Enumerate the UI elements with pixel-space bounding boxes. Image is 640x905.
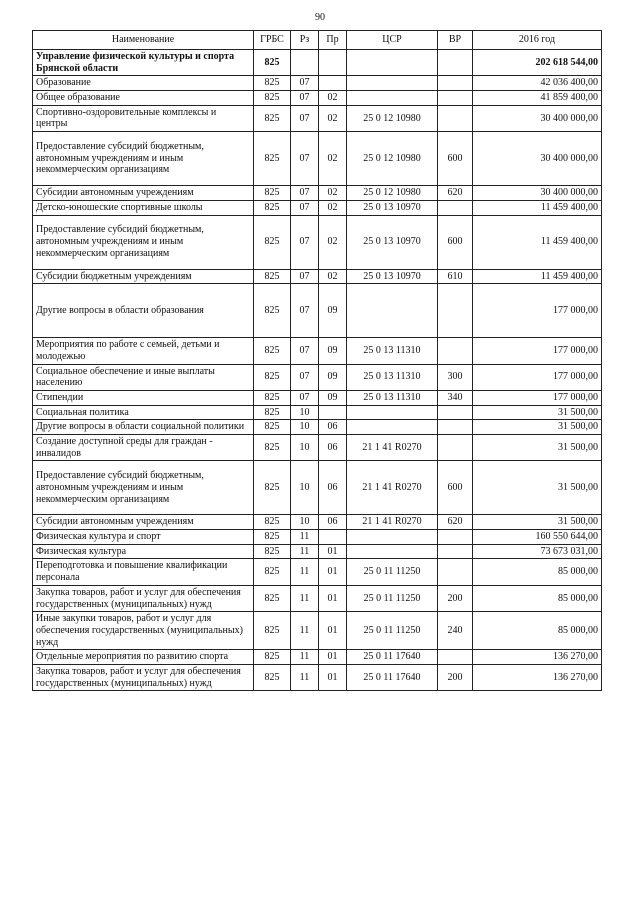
cell-pr: 02 <box>319 186 347 201</box>
cell-grbs: 825 <box>254 585 291 611</box>
cell-amount: 11 459 400,00 <box>473 215 602 269</box>
cell-pr: 01 <box>319 585 347 611</box>
cell-pr: 01 <box>319 544 347 559</box>
cell-vr: 620 <box>438 186 473 201</box>
table-row <box>33 559 602 585</box>
cell-amount: 136 270,00 <box>473 650 602 665</box>
table-row <box>33 338 602 364</box>
cell-vr <box>438 544 473 559</box>
cell-grbs: 825 <box>254 76 291 91</box>
cell-amount: 11 459 400,00 <box>473 269 602 284</box>
cell-grbs: 825 <box>254 612 291 650</box>
cell-pr: 09 <box>319 284 347 338</box>
cell-vr: 600 <box>438 461 473 515</box>
cell-csr <box>347 544 438 559</box>
cell-vr: 300 <box>438 364 473 390</box>
cell-rz: 07 <box>291 200 319 215</box>
cell-name: Субсидии автономным учреждениям <box>33 515 254 530</box>
cell-pr <box>319 76 347 91</box>
cell-name: Стипендии <box>33 390 254 405</box>
cell-rz: 11 <box>291 585 319 611</box>
cell-pr: 01 <box>319 559 347 585</box>
cell-csr: 25 0 12 10980 <box>347 186 438 201</box>
cell-csr <box>347 50 438 76</box>
cell-pr: 01 <box>319 664 347 690</box>
header-year: 2016 год <box>473 31 602 50</box>
cell-grbs: 825 <box>254 461 291 515</box>
cell-name: Управление физической культуры и спорта Брянской области <box>33 50 254 76</box>
table-row <box>33 664 602 690</box>
cell-grbs: 825 <box>254 364 291 390</box>
table-row <box>33 612 602 650</box>
table-row <box>33 105 602 131</box>
cell-grbs: 825 <box>254 50 291 76</box>
cell-csr: 25 0 11 11250 <box>347 585 438 611</box>
cell-name: Предоставление субсидий бюджетным, автономным учреждениям и иным некоммерческим организациям <box>33 461 254 515</box>
header-rz: Рз <box>291 31 319 50</box>
cell-rz: 07 <box>291 76 319 91</box>
cell-csr: 25 0 12 10980 <box>347 105 438 131</box>
cell-name: Создание доступной среды для граждан - инвалидов <box>33 435 254 461</box>
cell-grbs: 825 <box>254 405 291 420</box>
cell-vr: 620 <box>438 515 473 530</box>
cell-name: Физическая культура <box>33 544 254 559</box>
cell-csr: 25 0 11 17640 <box>347 664 438 690</box>
cell-pr: 06 <box>319 435 347 461</box>
cell-name: Закупка товаров, работ и услуг для обеспечения государственных (муниципальных) нужд <box>33 664 254 690</box>
table-row <box>33 76 602 91</box>
cell-name: Переподготовка и повышение квалификации персонала <box>33 559 254 585</box>
cell-csr: 21 1 41 R0270 <box>347 435 438 461</box>
cell-amount: 73 673 031,00 <box>473 544 602 559</box>
cell-name: Образование <box>33 76 254 91</box>
cell-pr: 02 <box>319 269 347 284</box>
header-pr: Пр <box>319 31 347 50</box>
cell-grbs: 825 <box>254 186 291 201</box>
table-row <box>33 132 602 186</box>
header-csr: ЦСР <box>347 31 438 50</box>
header-name: Наименование <box>33 31 254 50</box>
cell-grbs: 825 <box>254 105 291 131</box>
cell-amount: 30 400 000,00 <box>473 132 602 186</box>
cell-grbs: 825 <box>254 650 291 665</box>
cell-name: Физическая культура и спорт <box>33 530 254 545</box>
cell-rz <box>291 50 319 76</box>
cell-csr: 21 1 41 R0270 <box>347 515 438 530</box>
cell-name: Субсидии бюджетным учреждениям <box>33 269 254 284</box>
cell-csr: 25 0 11 11250 <box>347 559 438 585</box>
cell-rz: 07 <box>291 390 319 405</box>
cell-csr <box>347 76 438 91</box>
cell-csr <box>347 405 438 420</box>
cell-name: Мероприятия по работе с семьей, детьми и молодежью <box>33 338 254 364</box>
cell-amount: 30 400 000,00 <box>473 105 602 131</box>
cell-pr: 02 <box>319 132 347 186</box>
cell-pr: 01 <box>319 612 347 650</box>
table-row <box>33 515 602 530</box>
cell-vr <box>438 200 473 215</box>
cell-rz: 10 <box>291 405 319 420</box>
cell-pr <box>319 405 347 420</box>
cell-amount: 11 459 400,00 <box>473 200 602 215</box>
cell-amount: 31 500,00 <box>473 405 602 420</box>
cell-amount: 42 036 400,00 <box>473 76 602 91</box>
cell-name: Субсидии автономным учреждениям <box>33 186 254 201</box>
cell-grbs: 825 <box>254 544 291 559</box>
cell-pr: 02 <box>319 91 347 106</box>
cell-vr <box>438 338 473 364</box>
cell-grbs: 825 <box>254 390 291 405</box>
cell-vr: 600 <box>438 132 473 186</box>
cell-name: Социальное обеспечение и иные выплаты населению <box>33 364 254 390</box>
cell-pr: 06 <box>319 420 347 435</box>
cell-pr: 02 <box>319 215 347 269</box>
cell-amount: 177 000,00 <box>473 364 602 390</box>
cell-rz: 07 <box>291 269 319 284</box>
cell-pr <box>319 530 347 545</box>
cell-grbs: 825 <box>254 338 291 364</box>
header-grbs: ГРБС <box>254 31 291 50</box>
cell-csr <box>347 530 438 545</box>
cell-pr: 09 <box>319 364 347 390</box>
cell-amount: 177 000,00 <box>473 390 602 405</box>
table-row <box>33 269 602 284</box>
cell-csr: 25 0 13 10970 <box>347 269 438 284</box>
cell-amount: 30 400 000,00 <box>473 186 602 201</box>
cell-name: Закупка товаров, работ и услуг для обеспечения государственных (муниципальных) нужд <box>33 585 254 611</box>
table-row <box>33 284 602 338</box>
table-row <box>33 435 602 461</box>
cell-grbs: 825 <box>254 559 291 585</box>
cell-amount: 177 000,00 <box>473 338 602 364</box>
cell-grbs: 825 <box>254 200 291 215</box>
cell-csr <box>347 420 438 435</box>
cell-grbs: 825 <box>254 284 291 338</box>
cell-amount: 31 500,00 <box>473 515 602 530</box>
cell-rz: 07 <box>291 338 319 364</box>
cell-csr: 25 0 11 17640 <box>347 650 438 665</box>
cell-amount: 31 500,00 <box>473 435 602 461</box>
budget-table <box>32 30 602 691</box>
cell-rz: 07 <box>291 132 319 186</box>
cell-pr: 06 <box>319 515 347 530</box>
cell-csr: 25 0 13 10970 <box>347 215 438 269</box>
cell-rz: 11 <box>291 664 319 690</box>
cell-amount: 31 500,00 <box>473 461 602 515</box>
table-row <box>33 585 602 611</box>
cell-grbs: 825 <box>254 435 291 461</box>
cell-amount: 41 859 400,00 <box>473 91 602 106</box>
cell-name: Социальная политика <box>33 405 254 420</box>
cell-amount: 85 000,00 <box>473 612 602 650</box>
cell-amount: 85 000,00 <box>473 585 602 611</box>
table-row <box>33 50 602 76</box>
cell-rz: 07 <box>291 91 319 106</box>
cell-amount: 202 618 544,00 <box>473 50 602 76</box>
cell-csr: 25 0 13 11310 <box>347 364 438 390</box>
cell-vr: 200 <box>438 664 473 690</box>
cell-vr <box>438 420 473 435</box>
table-row <box>33 200 602 215</box>
table-row <box>33 420 602 435</box>
cell-rz: 11 <box>291 559 319 585</box>
cell-csr: 25 0 13 11310 <box>347 390 438 405</box>
cell-vr <box>438 105 473 131</box>
cell-rz: 11 <box>291 544 319 559</box>
table-row <box>33 650 602 665</box>
cell-rz: 10 <box>291 515 319 530</box>
cell-vr: 200 <box>438 585 473 611</box>
cell-rz: 07 <box>291 186 319 201</box>
cell-csr: 25 0 13 10970 <box>347 200 438 215</box>
table-row <box>33 215 602 269</box>
table-row <box>33 186 602 201</box>
cell-rz: 11 <box>291 650 319 665</box>
cell-name: Отдельные мероприятия по развитию спорта <box>33 650 254 665</box>
cell-vr: 340 <box>438 390 473 405</box>
cell-vr <box>438 530 473 545</box>
cell-pr: 01 <box>319 650 347 665</box>
cell-name: Спортивно-оздоровительные комплексы и центры <box>33 105 254 131</box>
cell-name: Иные закупки товаров, работ и услуг для обеспечения государственных (муниципальных) нужд <box>33 612 254 650</box>
cell-name: Другие вопросы в области образования <box>33 284 254 338</box>
table-row <box>33 530 602 545</box>
cell-pr: 06 <box>319 461 347 515</box>
page-number: 90 <box>315 12 325 23</box>
cell-grbs: 825 <box>254 91 291 106</box>
table-row <box>33 364 602 390</box>
cell-rz: 07 <box>291 215 319 269</box>
cell-name: Общее образование <box>33 91 254 106</box>
cell-amount: 85 000,00 <box>473 559 602 585</box>
cell-pr: 09 <box>319 390 347 405</box>
cell-vr: 240 <box>438 612 473 650</box>
cell-vr <box>438 284 473 338</box>
cell-rz: 11 <box>291 612 319 650</box>
cell-pr: 02 <box>319 105 347 131</box>
cell-grbs: 825 <box>254 269 291 284</box>
cell-vr <box>438 76 473 91</box>
cell-pr: 09 <box>319 338 347 364</box>
cell-rz: 10 <box>291 420 319 435</box>
cell-vr <box>438 435 473 461</box>
table-row <box>33 91 602 106</box>
cell-vr <box>438 50 473 76</box>
cell-pr: 02 <box>319 200 347 215</box>
cell-rz: 07 <box>291 105 319 131</box>
cell-rz: 10 <box>291 461 319 515</box>
cell-grbs: 825 <box>254 515 291 530</box>
table-row <box>33 461 602 515</box>
cell-grbs: 825 <box>254 215 291 269</box>
cell-grbs: 825 <box>254 530 291 545</box>
cell-grbs: 825 <box>254 664 291 690</box>
cell-csr <box>347 284 438 338</box>
cell-vr <box>438 650 473 665</box>
cell-vr <box>438 405 473 420</box>
cell-amount: 136 270,00 <box>473 664 602 690</box>
cell-csr: 25 0 13 11310 <box>347 338 438 364</box>
cell-csr: 25 0 12 10980 <box>347 132 438 186</box>
cell-rz: 10 <box>291 435 319 461</box>
cell-csr: 21 1 41 R0270 <box>347 461 438 515</box>
table-row <box>33 390 602 405</box>
cell-rz: 07 <box>291 284 319 338</box>
table-header-row <box>33 31 602 50</box>
table-row <box>33 544 602 559</box>
cell-amount: 31 500,00 <box>473 420 602 435</box>
cell-vr: 610 <box>438 269 473 284</box>
table-row <box>33 405 602 420</box>
cell-name: Предоставление субсидий бюджетным, автономным учреждениям и иным некоммерческим организациям <box>33 215 254 269</box>
cell-grbs: 825 <box>254 132 291 186</box>
cell-rz: 11 <box>291 530 319 545</box>
cell-vr <box>438 559 473 585</box>
cell-rz: 07 <box>291 364 319 390</box>
cell-name: Предоставление субсидий бюджетным, автономным учреждениям и иным некоммерческим организациям <box>33 132 254 186</box>
cell-pr <box>319 50 347 76</box>
cell-amount: 177 000,00 <box>473 284 602 338</box>
header-vr: ВР <box>438 31 473 50</box>
cell-csr <box>347 91 438 106</box>
cell-amount: 160 550 644,00 <box>473 530 602 545</box>
cell-name: Детско-юношеские спортивные школы <box>33 200 254 215</box>
cell-csr: 25 0 11 11250 <box>347 612 438 650</box>
cell-grbs: 825 <box>254 420 291 435</box>
cell-name: Другие вопросы в области социальной политики <box>33 420 254 435</box>
cell-vr: 600 <box>438 215 473 269</box>
cell-vr <box>438 91 473 106</box>
